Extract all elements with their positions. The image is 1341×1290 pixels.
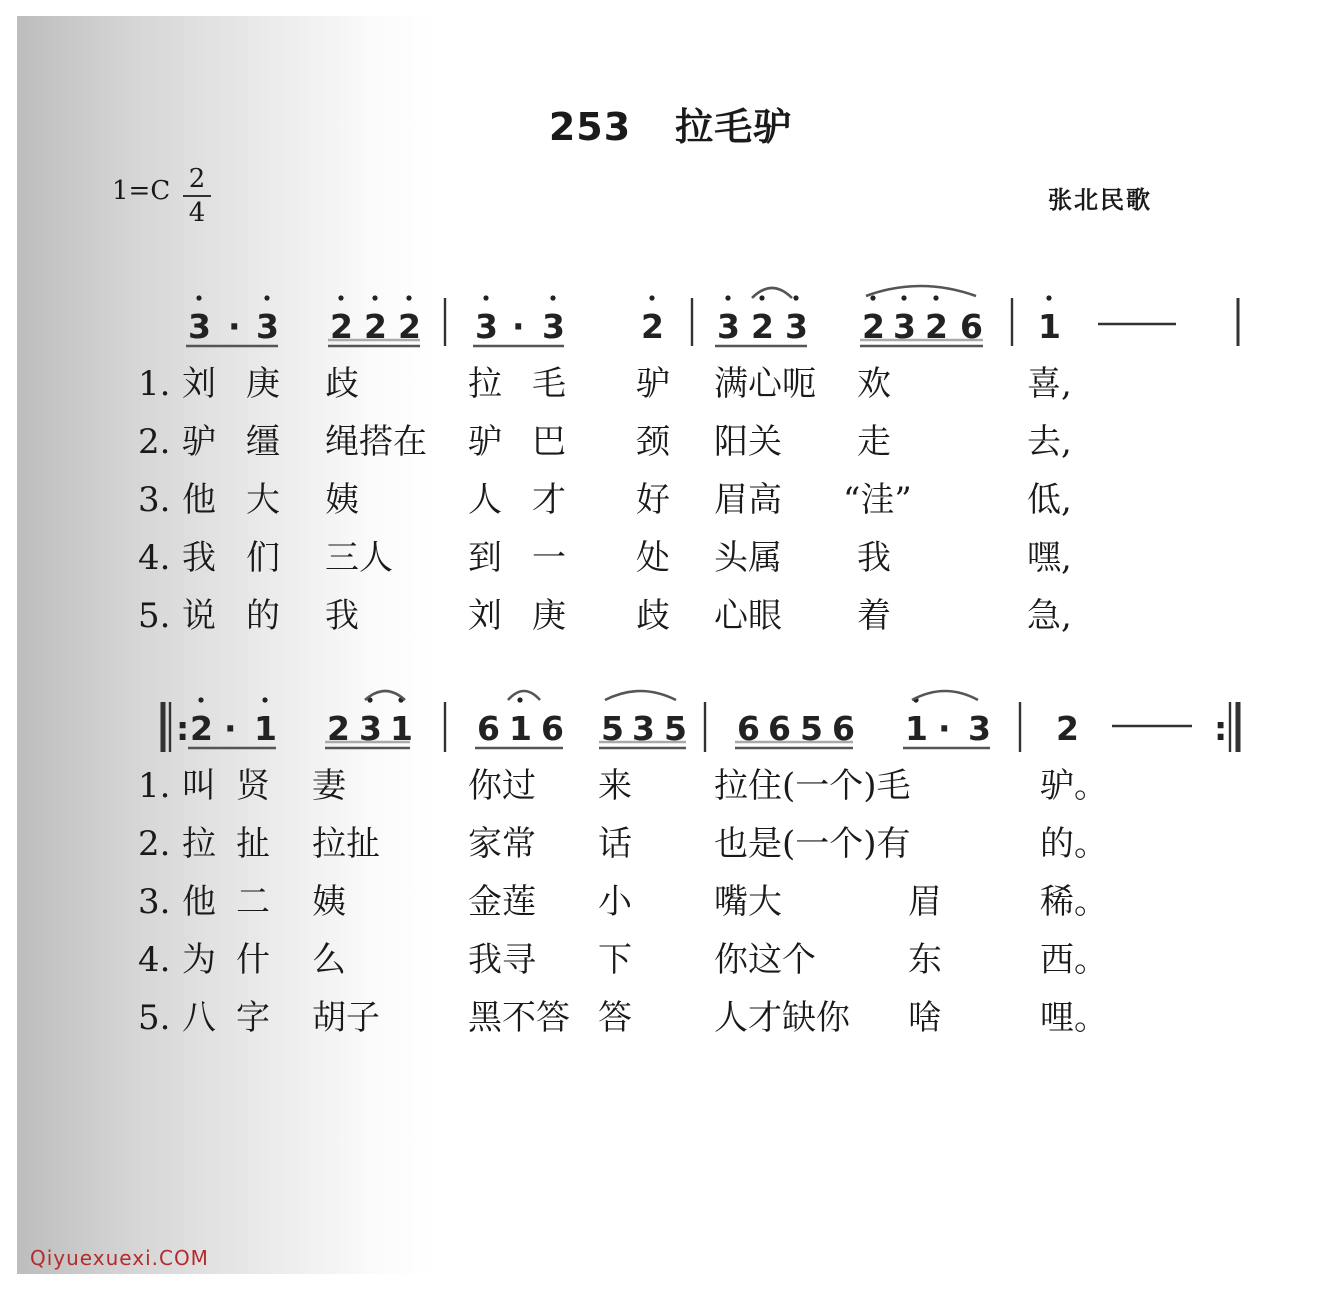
- lyric: 眉高: [714, 480, 782, 520]
- lyric: 绳搭在: [325, 422, 427, 462]
- section1-octave-dots: [196, 295, 1051, 300]
- lyric: 我: [182, 538, 216, 578]
- lyric: 拉扯: [312, 824, 380, 864]
- song-origin: 张北民歌: [1048, 186, 1152, 214]
- lyric: 我寻: [468, 940, 536, 980]
- lyric: 驴。: [1040, 766, 1108, 806]
- repeat-start-dots: :: [176, 709, 190, 748]
- note: 5: [800, 709, 823, 748]
- lyric: 处: [636, 538, 670, 578]
- lyric: 也是(一个)有: [714, 824, 911, 864]
- lyric: 下: [598, 940, 632, 980]
- lyric: 字: [236, 998, 270, 1038]
- repeat-end-dots: :: [1214, 709, 1228, 748]
- lyric: 好: [636, 480, 670, 520]
- lyric: 满心呃: [714, 364, 816, 404]
- verse-number: 1.: [138, 766, 171, 806]
- lyric: 哩。: [1040, 998, 1108, 1038]
- lyric: 拉: [182, 824, 216, 864]
- lyric: 三人: [325, 538, 393, 578]
- lyric: 金莲: [468, 882, 536, 922]
- lyric: 为: [182, 940, 216, 980]
- lyric: 家常: [468, 824, 536, 864]
- note: 3: [256, 307, 279, 346]
- lyric: 扯: [236, 824, 270, 864]
- note-dot: ·: [228, 307, 241, 346]
- time-signature-top: 2: [188, 164, 206, 194]
- lyric: 的: [246, 596, 280, 636]
- lyric: 叫: [182, 766, 216, 806]
- lyric: 歧: [636, 596, 670, 636]
- lyric: 人: [468, 480, 502, 520]
- lyric: 刘: [182, 364, 216, 404]
- lyric: 小: [598, 882, 632, 922]
- lyric: 话: [598, 824, 632, 864]
- lyric: 缰: [246, 422, 280, 462]
- lyric: 拉住(一个)毛: [714, 766, 911, 806]
- note: 3: [188, 307, 211, 346]
- lyric: 驴: [182, 422, 216, 462]
- lyric: 贤: [236, 766, 270, 806]
- note: 3: [475, 307, 498, 346]
- note: 3: [968, 709, 991, 748]
- note: 3: [717, 307, 740, 346]
- lyric: 欢: [857, 364, 891, 404]
- note: 5: [601, 709, 624, 748]
- lyric: 什: [236, 940, 270, 980]
- note: 6: [737, 709, 760, 748]
- note: 6: [960, 307, 983, 346]
- verse-number: 4.: [138, 940, 171, 980]
- lyric: 西。: [1040, 940, 1108, 980]
- lyric: “洼”: [843, 480, 912, 520]
- lyric: 姨: [325, 480, 359, 520]
- lyric: 嘴大: [714, 882, 782, 922]
- lyric: 稀。: [1040, 882, 1108, 922]
- note: 2: [1056, 709, 1079, 748]
- lyric: 庚: [532, 596, 566, 636]
- lyric: 你过: [468, 766, 536, 806]
- lyric: 东: [908, 940, 942, 980]
- lyric: 才: [532, 480, 566, 520]
- lyric: 一: [532, 538, 566, 578]
- note: 3: [359, 709, 382, 748]
- lyric: 啥: [908, 998, 942, 1038]
- note: 2: [364, 307, 387, 346]
- note: 1: [1038, 307, 1061, 346]
- note-dot: ·: [512, 307, 525, 346]
- lyric: 去,: [1027, 422, 1072, 462]
- key-signature: 1=C: [112, 176, 171, 206]
- lyric: 走: [857, 422, 891, 462]
- note: 2: [641, 307, 664, 346]
- lyric: 眉: [908, 882, 942, 922]
- lyric: 我: [857, 538, 891, 578]
- lyric: 二: [236, 882, 270, 922]
- lyric: 八: [182, 998, 216, 1038]
- lyric: 姨: [312, 882, 346, 922]
- lyric: 到: [468, 538, 502, 578]
- note: 2: [862, 307, 885, 346]
- note: 2: [190, 709, 213, 748]
- lyric: 头属: [714, 538, 782, 578]
- lyric: 们: [246, 538, 280, 578]
- site-watermark: Qiyuexuexi.COM: [30, 1246, 209, 1270]
- lyric: 阳关: [714, 422, 782, 462]
- verse-number: 3.: [138, 480, 171, 520]
- section2-beams: [188, 691, 990, 748]
- verse-number: 5.: [138, 998, 171, 1038]
- lyric: 答: [598, 998, 632, 1038]
- verse-number: 4.: [138, 538, 171, 578]
- note: 2: [330, 307, 353, 346]
- lyric: 人才缺你: [714, 998, 850, 1038]
- lyric: 急,: [1027, 596, 1072, 636]
- section2-octave-dots: [198, 697, 918, 702]
- note: 1: [509, 709, 532, 748]
- lyric: 胡子: [312, 998, 380, 1038]
- note: 6: [541, 709, 564, 748]
- note: 1: [254, 709, 277, 748]
- lyric: 心眼: [714, 596, 782, 636]
- note: 6: [477, 709, 500, 748]
- lyric: 来: [598, 766, 632, 806]
- lyric: 毛: [532, 364, 566, 404]
- verse-number: 2.: [138, 824, 171, 864]
- lyric: 庚: [246, 364, 280, 404]
- lyric: 大: [246, 480, 280, 520]
- note: 6: [768, 709, 791, 748]
- note: 2: [925, 307, 948, 346]
- lyric: 颈: [636, 422, 670, 462]
- note-dot: ·: [224, 709, 237, 748]
- time-signature-bottom: 4: [188, 198, 206, 228]
- lyric: 拉: [468, 364, 502, 404]
- lyric: 他: [182, 882, 216, 922]
- song-number: 253: [548, 105, 632, 149]
- lyric: 喜,: [1027, 364, 1072, 404]
- lyric: 嘿,: [1027, 538, 1072, 578]
- lyric: 我: [325, 596, 359, 636]
- lyric: 巴: [532, 422, 566, 462]
- lyric: 你这个: [714, 940, 816, 980]
- verse-number: 2.: [138, 422, 171, 462]
- note: 2: [751, 307, 774, 346]
- lyric: 说: [182, 596, 216, 636]
- lyric: 妻: [312, 766, 346, 806]
- note: 1: [390, 709, 413, 748]
- verse-number: 1.: [138, 364, 171, 404]
- note: 2: [398, 307, 421, 346]
- note: 6: [832, 709, 855, 748]
- lyric: 刘: [468, 596, 502, 636]
- note: 3: [785, 307, 808, 346]
- lyric: 的。: [1040, 824, 1108, 864]
- note: 1: [905, 709, 928, 748]
- lyric: 歧: [325, 364, 359, 404]
- verse-number: 3.: [138, 882, 171, 922]
- verse-number: 5.: [138, 596, 171, 636]
- lyric: 黑不答: [468, 998, 570, 1038]
- lyric: 么: [312, 940, 346, 980]
- song-name: 拉毛驴: [675, 105, 793, 149]
- lyric: 他: [182, 480, 216, 520]
- lyric: 着: [857, 596, 891, 636]
- note: 5: [664, 709, 687, 748]
- note: 3: [632, 709, 655, 748]
- lyric: 低,: [1027, 480, 1072, 520]
- note-dot: ·: [938, 709, 951, 748]
- note: 2: [327, 709, 350, 748]
- lyric: 驴: [636, 364, 670, 404]
- note: 3: [542, 307, 565, 346]
- note: 3: [893, 307, 916, 346]
- lyric: 驴: [468, 422, 502, 462]
